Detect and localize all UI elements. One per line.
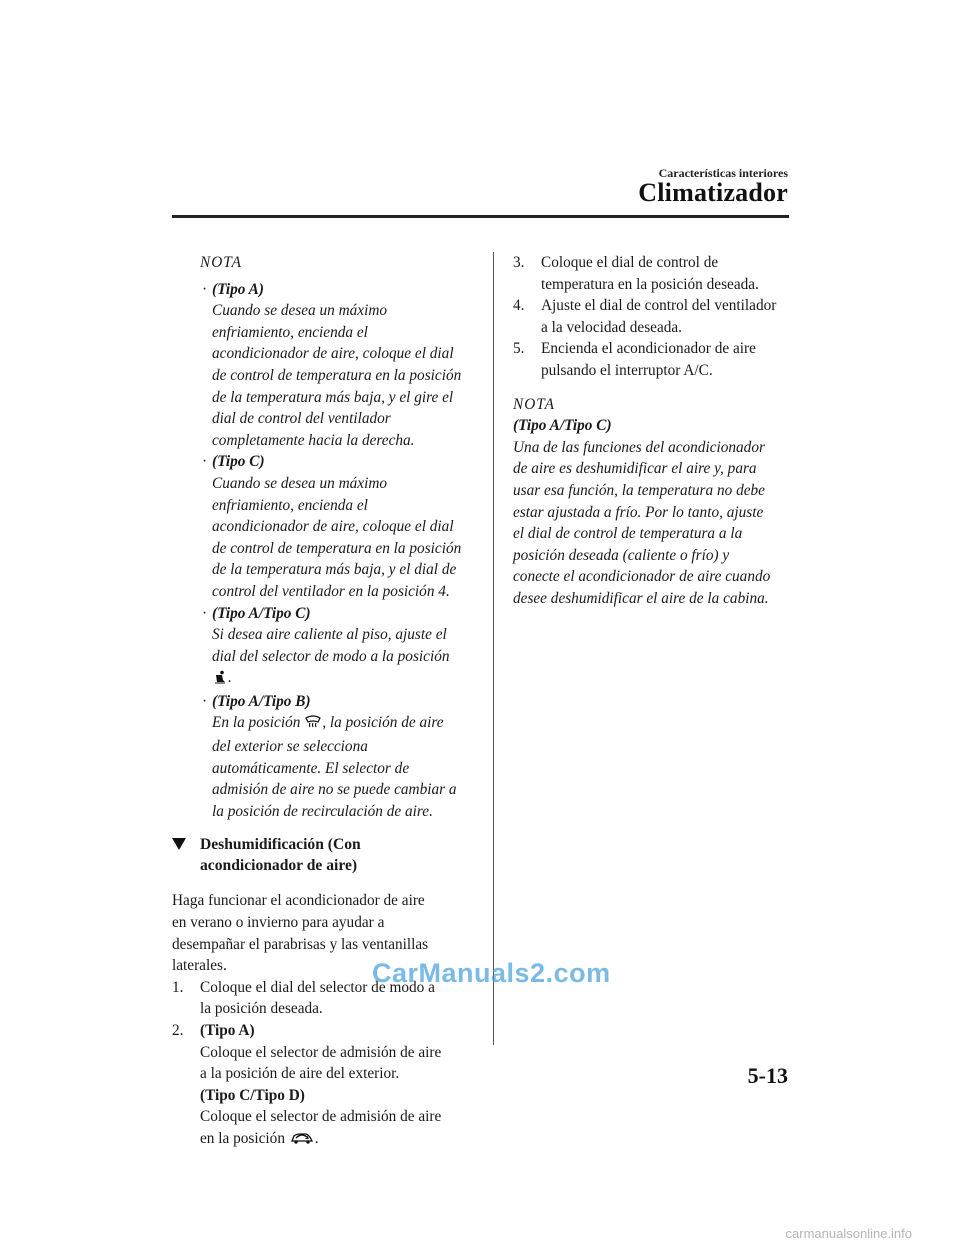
step-line: la posición deseada. [200,1000,323,1018]
step-line-end: . [314,1129,319,1147]
page-title: Climatizador [638,178,788,207]
bullet-line: Si desea aire caliente al piso, ajuste el [212,626,447,644]
bullet-dot-icon: · [202,453,208,471]
triangle-down-icon [172,838,186,850]
section-heading-line: acondicionador de aire) [200,857,358,875]
note-bullet-list [172,279,477,823]
bullet-line: completamente hacia la derecha. [212,431,415,449]
step-line: a la velocidad deseada. [541,318,682,336]
bullet-heading: (Tipo A/Tipo C) [212,604,311,622]
note-bullet [172,451,477,602]
header-divider [172,215,789,218]
note-line: posición deseada (caliente o frío) y [513,546,730,564]
note-line: desee deshumidificar el aire de la cabina. [513,589,769,607]
step-item [513,252,788,295]
bullet-dot-icon: · [202,692,208,710]
paragraph-line: desempañar el parabrisas y las ventanillas [172,935,429,953]
section-heading [172,834,477,876]
column-divider [493,252,494,1045]
note-line: Una de las funciones del acondicionador [513,438,765,456]
paragraph-line: laterales. [172,957,227,975]
watermark-text: CarManuals2.com [372,958,611,988]
bullet-line: admisión de aire no se puede cambiar a [212,781,457,799]
step-number: 4. [513,297,525,315]
note-block [513,394,788,610]
step-item [513,338,788,381]
note-line: usar esa función, la temperatura no debe [513,481,765,499]
step-line: Coloque el dial de control de [541,254,719,271]
right-column [513,252,788,610]
left-column [172,252,477,1152]
note-line: estar ajustada a frío. Por lo tanto, ajuste [513,503,764,521]
bullet-line: de la temperatura más baja, y el dial de [212,561,457,579]
step-line: Encienda el acondicionador de aire [541,340,756,358]
step-list-continued [513,252,788,382]
note-bullet [172,279,477,452]
bullet-line-end: . [228,669,232,687]
paragraph-line: Haga funcionar el acondicionador de aire [172,892,425,910]
bullet-dot-icon: · [202,280,208,298]
section-heading-line: Deshumidificación (Con [200,836,361,854]
bullet-line: del exterior se selecciona [212,738,368,756]
bullet-line-end: , la posición de aire [322,714,444,732]
bullet-dot-icon: · [202,604,208,622]
paragraph-line: en verano o invierno para ayudar a [172,914,385,932]
step-number: 2. [172,1022,184,1039]
step-line-with-icon [200,1128,477,1152]
bullet-line: automáticamente. El selector de [212,759,410,777]
note-bullet [172,603,477,691]
note-title: NOTA [200,254,242,271]
bullet-line: de la temperatura más baja, y el gire el [212,388,454,406]
step-number: 3. [513,254,525,271]
step-line: Coloque el selector de admisión de aire [200,1108,442,1126]
floor-mode-icon [213,669,227,691]
step-number: 1. [172,978,184,996]
note-title: NOTA [513,395,555,413]
bullet-heading: (Tipo C) [212,453,265,471]
step-line: Coloque el dial del selector de modo a [200,978,435,996]
bullet-line: la posición de recirculación de aire. [212,802,433,820]
bullet-line: acondicionador de aire, coloque el dial [212,345,454,363]
bullet-line: Cuando se desea un máximo [212,302,388,320]
recirculation-car-icon [290,1130,314,1152]
bullet-line: Cuando se desea un máximo [212,474,388,492]
bullet-line: de control de temperatura en la posición [212,366,462,384]
bullet-line: de control de temperatura en la posición [212,539,462,557]
step-line: pulsando el interruptor A/C. [541,361,713,379]
step-number: 5. [513,340,525,358]
bullet-heading: (Tipo A/Tipo B) [212,692,311,710]
defroster-mode-icon [305,714,321,736]
bullet-line: enfriamiento, encienda el [212,323,368,341]
step-heading: (Tipo C/Tipo D) [200,1086,305,1104]
note-bullet [172,691,477,823]
step-heading: (Tipo A) [200,1022,255,1039]
step-line: a la posición de aire del exterior. [200,1065,400,1083]
note-line: conecte el acondicionador de aire cuando [513,568,771,586]
bullet-line-with-icon [212,667,477,691]
step-line: Coloque el selector de admisión de aire [200,1043,442,1061]
bullet-line: dial del selector de modo a la posición [212,647,450,665]
bullet-line: dial de control del ventilador [212,410,391,428]
bullet-line-with-icon [212,712,477,736]
step-list [172,977,477,1152]
bullet-line-start: En la posición [212,714,301,732]
step-line: temperatura en la posición deseada. [541,275,759,293]
step-item [513,295,788,338]
footer-site-link[interactable]: carmanualsonline.info [785,1226,912,1241]
page-number: 5-13 [747,1063,788,1088]
bullet-heading: (Tipo A) [212,280,264,298]
bullet-line: control del ventilador en la posición 4. [212,582,450,600]
note-line: de aire es deshumidificar el aire y, para [513,460,757,478]
note-subtitle: (Tipo A/Tipo C) [513,417,612,435]
step-item [172,1020,477,1152]
step-line-start: en la posición [200,1129,285,1147]
section-label: Características interiores [658,166,788,180]
bullet-line: enfriamiento, encienda el [212,496,368,514]
bullet-line: acondicionador de aire, coloque el dial [212,518,454,536]
note-line: el dial de control de temperatura a la [513,525,743,543]
step-line: Ajuste el dial de control del ventilador [541,297,777,315]
